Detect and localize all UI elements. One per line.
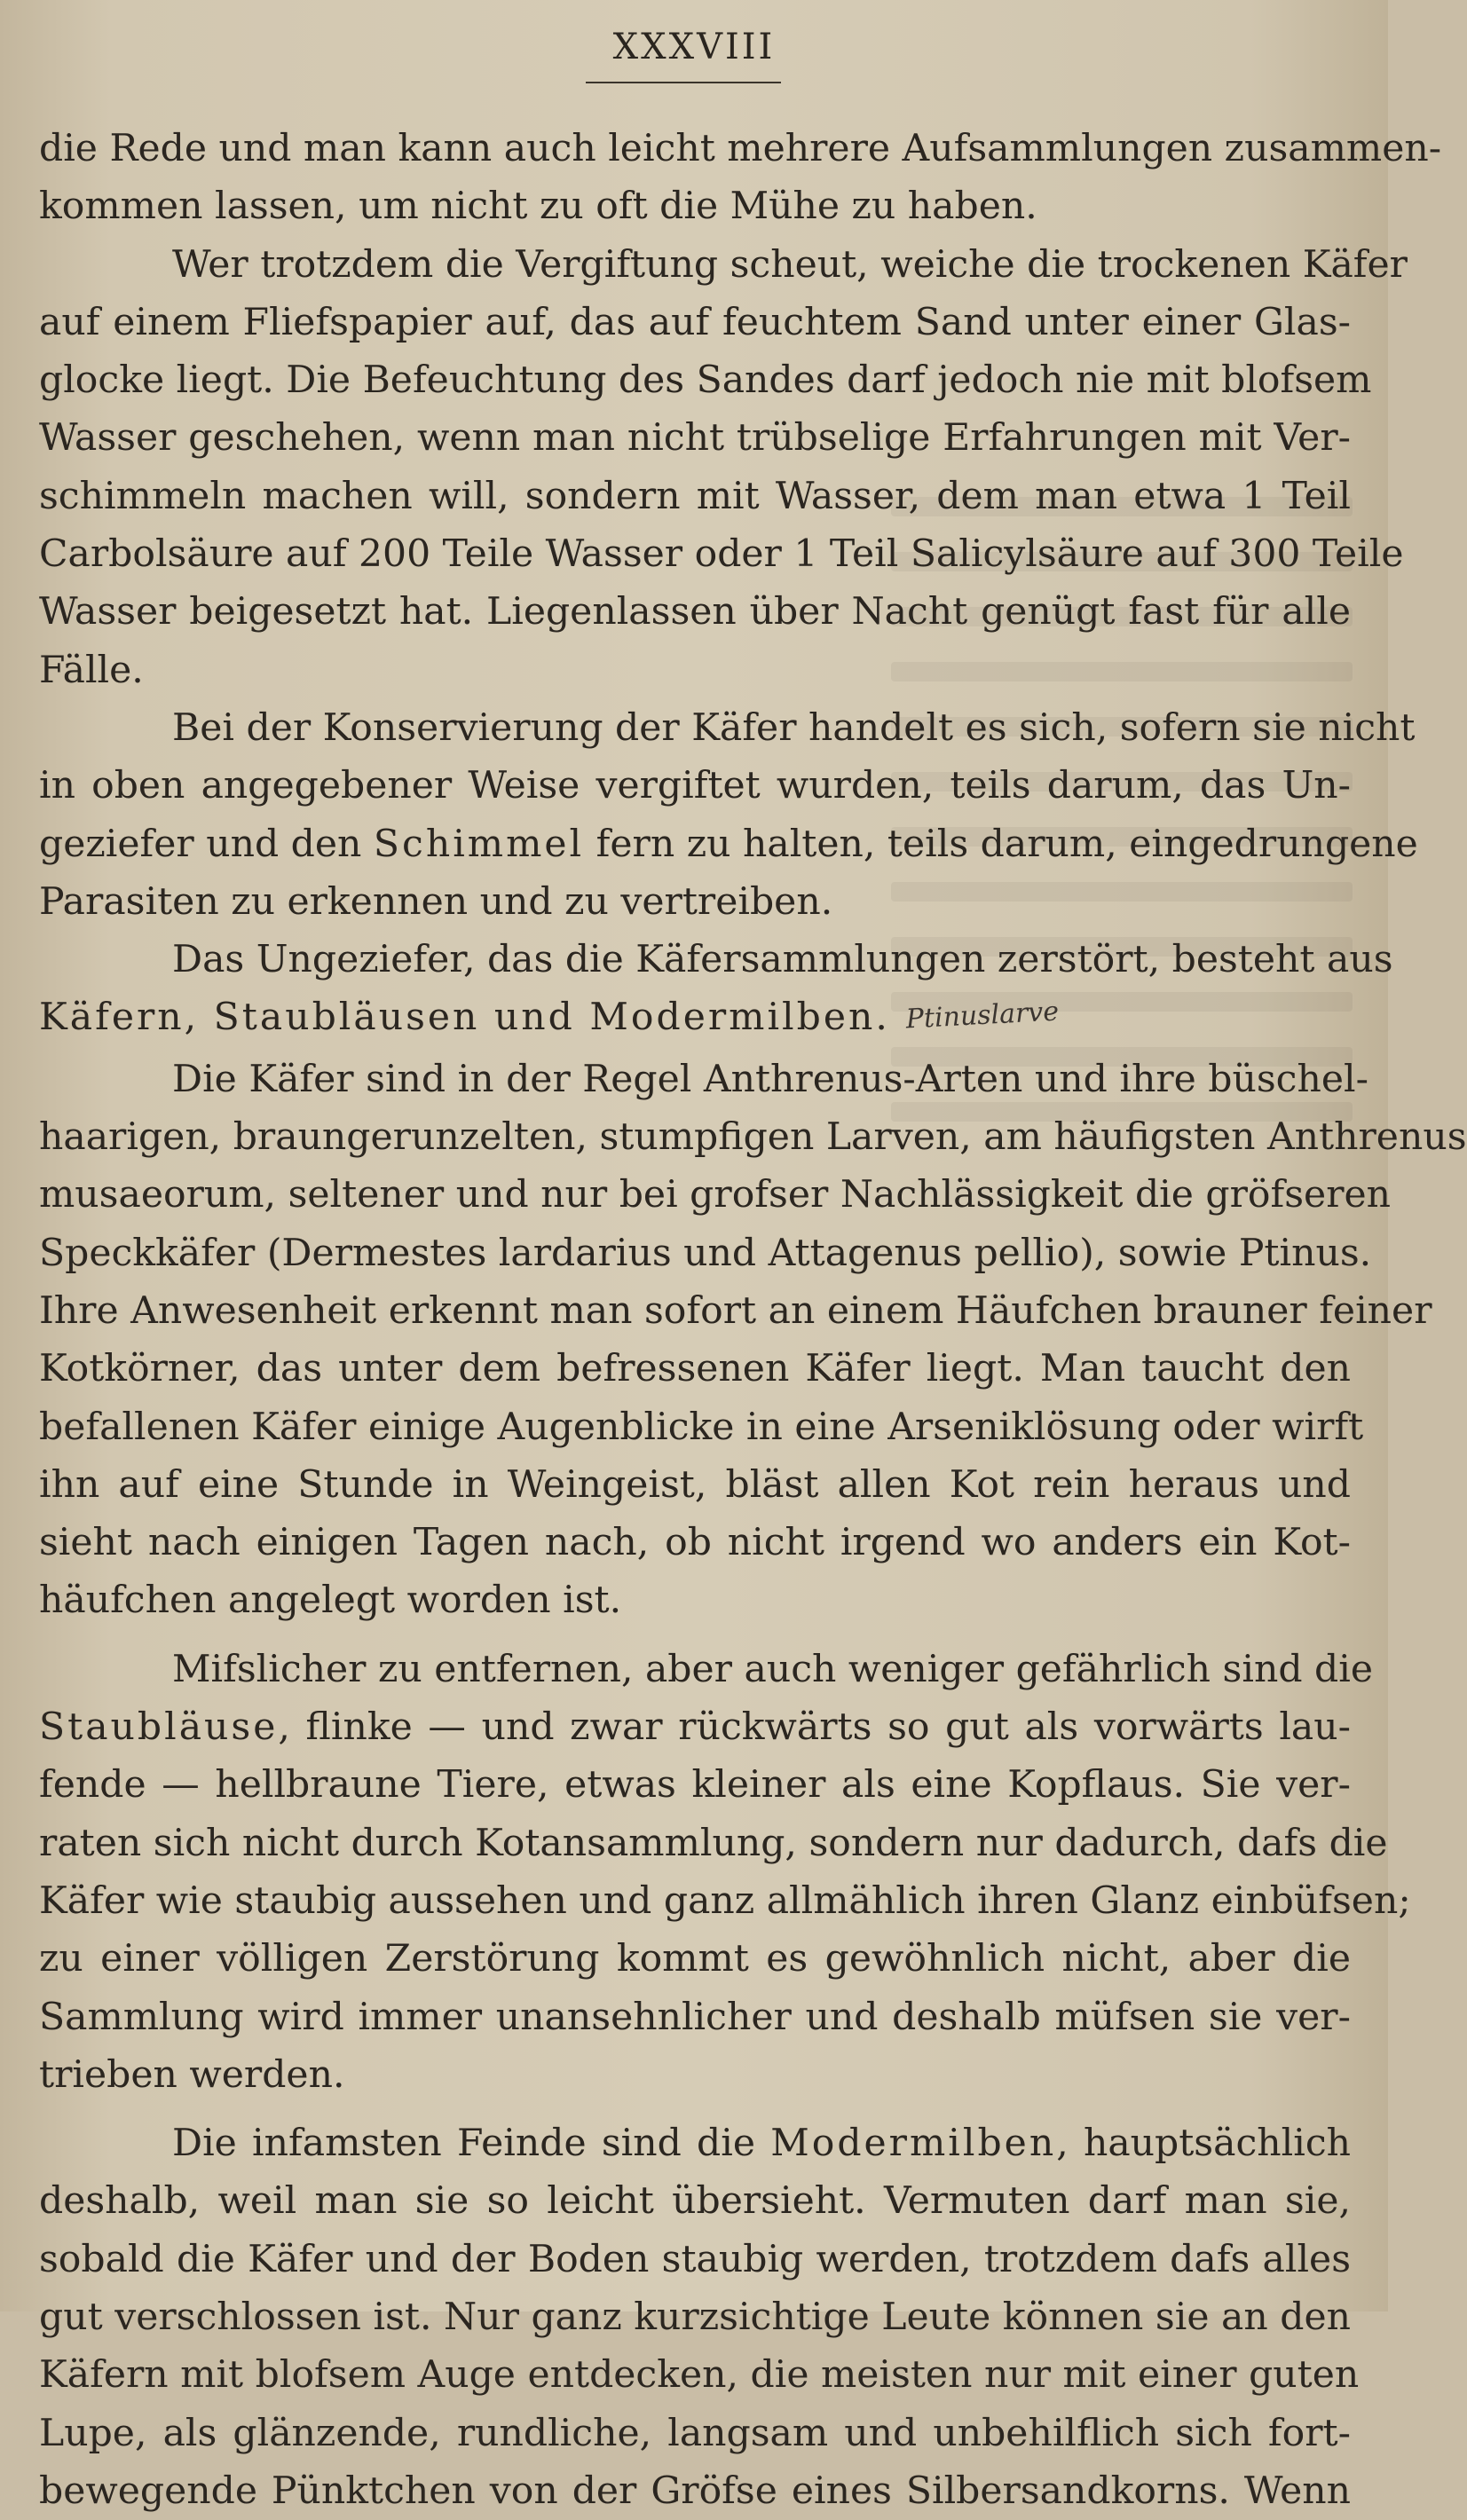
paragraph-first-line: Die Käfer sind in der Regel Anthrenus-Arten und ihre büschel- [172,1057,1368,1101]
paragraph-first-line: Bei der Konservierung der Käfer handelt es sich, sofern sie nicht [172,705,1416,750]
text-line: glocke liegt. Die Befeuchtung des Sandes darf jedoch nie mit blofsem [39,358,1372,403]
text-segment: geziefer und den [39,822,374,866]
text-line: haarigen, braungerunzelten, stumpfigen Larven, am häufigsten Anthrenus [39,1115,1467,1160]
text-line: zu einer völligen Zerstörung kommt es gewöhnlich nicht, aber die [39,1937,1351,1981]
page-number-roman: XXXVIII [612,27,776,67]
text-line: Ihre Anwesenheit erkennt man sofort an einem Häufchen brauner feiner [39,1288,1432,1333]
text-line: Käfern mit blofsem Auge entdecken, die meisten nur mit einer guten [39,2353,1360,2398]
text-line: Speckkäfer (Dermestes lardarius und Attagenus pellio), sowie Ptinus. [39,1231,1372,1275]
paragraph-first-line: Wer trotzdem die Vergiftung scheut, weiche die trockenen Käfer [172,242,1408,287]
text-line: sobald die Käfer und der Boden staubig werden, trotzdem dafs alles [39,2237,1351,2281]
text-line: Fälle. [39,648,144,692]
text-line: befallenen Käfer einige Augenblicke in eine Arseniklösung oder wirft [39,1405,1364,1449]
emphasized-term: Modermilben [770,2122,1057,2166]
text-line: schimmeln machen will, sondern mit Wasser, dem man etwa 1 Teil [39,474,1351,518]
text-line [39,988,1351,1050]
text-line: Käfer wie staubig aussehen und ganz allmählich ihren Glanz einbüfsen; [39,1878,1411,1923]
text-line: bewegende Pünktchen von der Gröfse eines Silbersandkorns. Wenn [39,2469,1351,2513]
text-line: Carbolsäure auf 200 Teile Wasser oder 1 Teil Salicylsäure auf 300 Teile [39,532,1404,577]
text-line: gut verschlossen ist. Nur ganz kurzsichtige Leute können sie an den [39,2295,1351,2339]
paragraph-first-line: Das Ungeziefer, das die Käfersammlungen zerstört, besteht aus [172,938,1393,982]
text-line: trieben werden. [39,2052,345,2097]
text-segment: , flinke — und zwar rückwärts so gut als vorwärts lau- [278,1705,1351,1750]
text-segment: fern zu halten, teils darum, eingedrungene [584,822,1418,866]
text-segment: Die infamsten Feinde sind die [172,2122,771,2166]
paragraph-first-line: Mifslicher zu entfernen, aber auch weniger gefährlich sind die [172,1647,1373,1691]
text-line: musaeorum, seltener und nur bei grofser Nachlässigkeit die gröfseren [39,1173,1392,1217]
text-line: Kotkörner, das unter dem befressenen Käfer liegt. Man taucht den [39,1347,1351,1391]
emphasized-term: Staubläuse [39,1705,279,1750]
text-line [39,1698,1351,1756]
text-line: raten sich nicht durch Kotansammlung, sondern nur dadurch, dafs die [39,1821,1388,1865]
text-line: in oben angegebener Weise vergiftet wurden, teils darum, das Un- [39,764,1351,808]
text-line: Sammlung wird immer unansehnlicher und deshalb müfsen sie ver- [39,1995,1351,2039]
text-line: die Rede und man kann auch leicht mehrere Aufsammlungen zusammen- [39,127,1442,170]
text-line: deshalb, weil man sie so leicht übersieht. Vermuten darf man sie, [39,2179,1351,2224]
text-line: fende — hellbraune Tiere, etwas kleiner als eine Kopflaus. Sie ver- [39,1763,1351,1807]
text-line: sieht nach einigen Tagen nach, ob nicht irgend wo anders ein Kot- [39,1521,1351,1565]
text-segment: , hauptsächlich [1056,2122,1351,2166]
emphasized-term: Käfern, Staubläusen und Modermilben. [39,996,890,1040]
emphasized-term: Schimmel [373,822,585,866]
text-line: auf einem Fliefspapier auf, das auf feuchtem Sand unter einer Glas- [39,300,1351,344]
text-line: Lupe, als glänzende, rundliche, langsam und unbehilflich sich fort- [39,2411,1351,2455]
text-line [39,815,1418,873]
text-line: Wasser beigesetzt hat. Liegenlassen über Nacht genügt fast für alle [39,590,1351,634]
handwritten-annotation: Ptinuslarve [904,996,1060,1036]
header-rule [586,82,781,83]
text-line: häufchen angelegt worden ist. [39,1579,622,1623]
text-line: Wasser geschehen, wenn man nicht trübselige Erfahrungen mit Ver- [39,416,1351,461]
body-text [39,120,1467,2520]
text-line: Parasiten zu erkennen und zu vertreiben. [39,879,833,924]
text-line: ihn auf eine Stunde in Weingeist, bläst allen Kot rein heraus und [39,1462,1351,1507]
text-line: kommen lassen, um nicht zu oft die Mühe zu haben. [39,185,1037,229]
paragraph-first-line [39,2114,1351,2172]
